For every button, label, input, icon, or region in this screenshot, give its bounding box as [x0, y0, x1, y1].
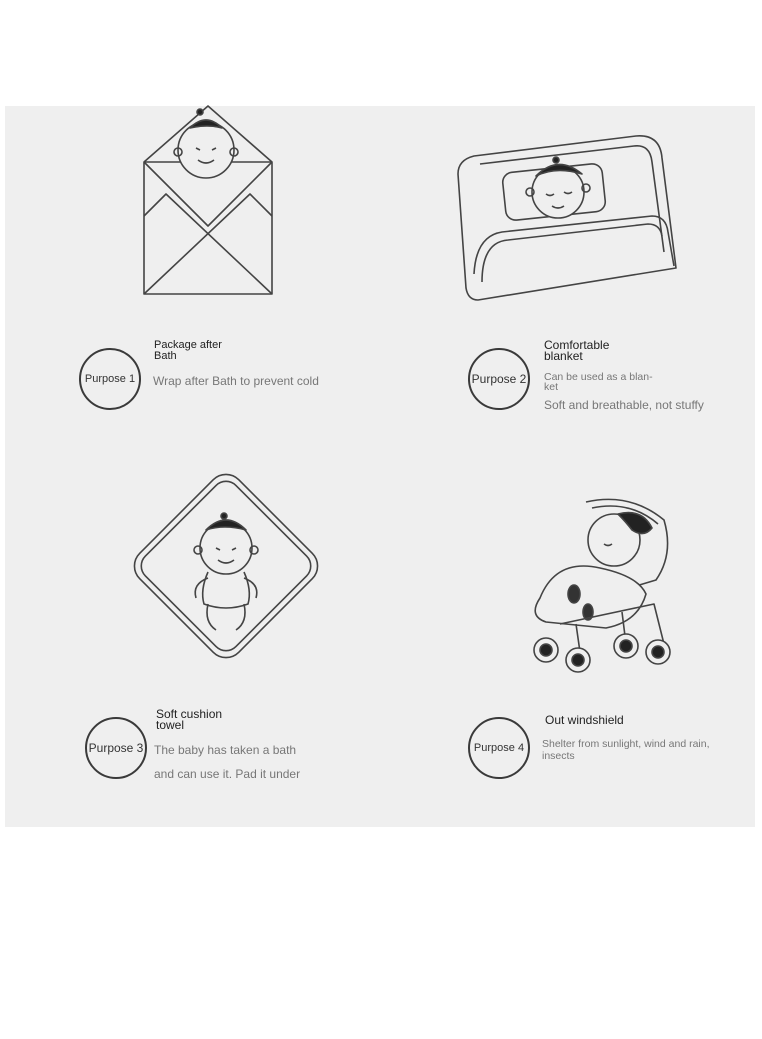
purpose-1-title-line-2: Bath — [154, 350, 177, 362]
purpose-1-badge — [79, 348, 141, 410]
purpose-3-desc-line-2: and can use it. Pad it under — [154, 767, 301, 781]
purpose-1-desc-line-1: Wrap after Bath to prevent cold — [153, 374, 319, 388]
purpose-3-title-line-2: towel — [156, 718, 185, 732]
purpose-2-desc-small-line-2: ket — [544, 381, 559, 393]
purpose-1-badge-label: Purpose 1 — [84, 373, 136, 385]
purpose-4-desc-small-line-1: Shelter from sunlight, wind and rain, — [542, 738, 710, 750]
baby-swaddle-icon — [140, 104, 276, 298]
purpose-2-title-line-1: Comfortable — [544, 338, 610, 352]
purpose-3-badge — [85, 717, 147, 779]
baby-bed-icon — [456, 132, 678, 304]
purpose-4-title-line-1: Out windshield — [545, 713, 624, 727]
purpose-4-badge — [468, 717, 530, 779]
purpose-2-title-line-2: blanket — [544, 349, 583, 363]
purpose-4-desc-small-line-2: insects — [542, 750, 575, 762]
purpose-3-badge-label: Purpose 3 — [88, 741, 144, 755]
purpose-3-desc-line-1: The baby has taken a bath — [154, 743, 297, 757]
purpose-2-desc-line-1: Soft and breathable, not stuffy — [544, 398, 704, 412]
purpose-3-title-line-1: Soft cushion — [156, 707, 223, 721]
purpose-1-title-line-1: Package after — [154, 339, 222, 351]
purpose-4-badge-label: Purpose 4 — [473, 742, 525, 754]
baby-on-towel-icon — [120, 460, 332, 672]
purpose-2-badge — [468, 348, 530, 410]
baby-stroller-icon — [526, 494, 674, 674]
purpose-2-badge-label: Purpose 2 — [471, 372, 527, 386]
purpose-2-desc-small-line-1: Can be used as a blan- — [544, 371, 653, 383]
